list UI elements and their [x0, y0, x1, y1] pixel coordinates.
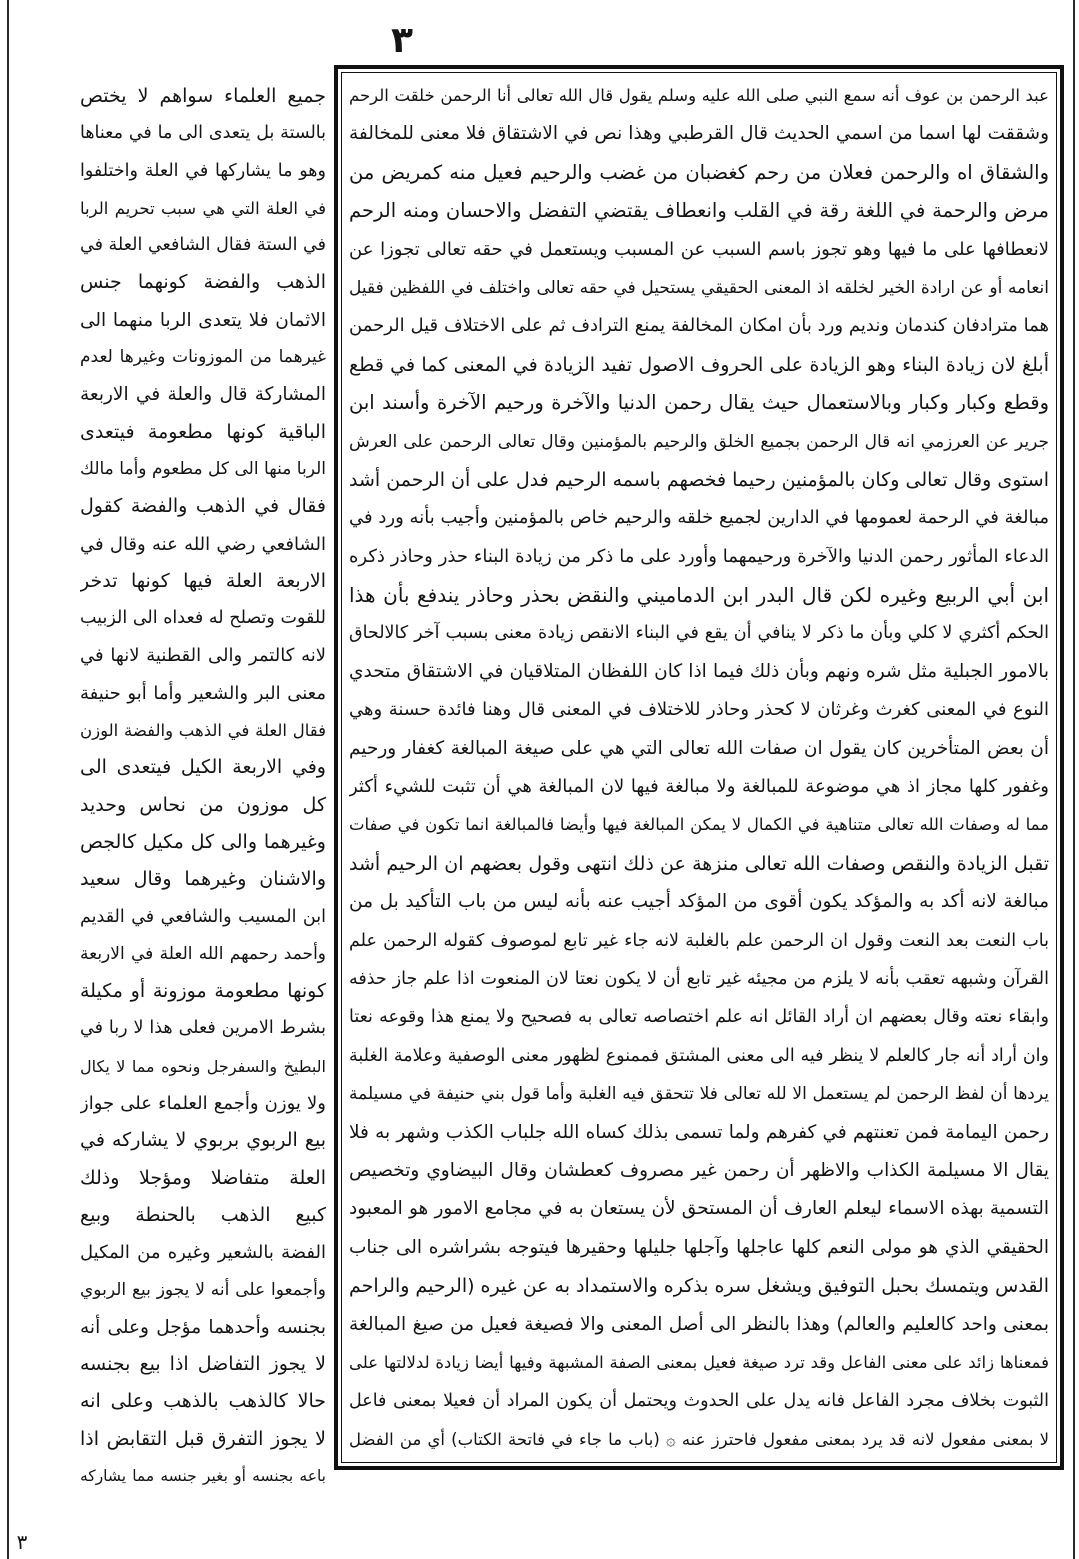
main-text-line: الحقيقي الذي هو مولى النعم كلها عاجلها وآجلها جليلها وحقيرها فيتوجه بشراشره الى جناب	[349, 1236, 1049, 1258]
margin-text-line: حالا كالذهب بالذهب وعلى انه	[80, 1390, 326, 1413]
main-text-line: والشقاق اه والرحمن فعلان من رحم كغضبان من غضب والرحيم فعيل منه كمريض من	[349, 160, 1049, 184]
margin-text-line: كبيع الذهب بالحنطة وبيع	[80, 1203, 326, 1226]
main-text-line: مبالغة في الرحمة لعمومها في الدارين لجميع خلقه والرحيم خاص بالمؤمنين وأجيب بأنه ورد في	[349, 507, 1049, 529]
main-text-line: رحمن اليمامة فمن تعنتهم في كفرهم ولما تسمى بذلك كساه الله جلباب الكذب وشهر به فلا	[349, 1121, 1049, 1143]
margin-text-line: الاربعة العلة فيها كونها تدخر	[80, 569, 326, 592]
margin-text-line: كل موزون من نحاس وحديد	[80, 793, 326, 816]
margin-text-line: معنى البر والشعير وأما أبو حنيفة	[80, 682, 326, 704]
main-text-line: وقطع وكبار وكبار وبالاستعمال حيث يقال رحمن الدنيا والآخرة ورحيم الآخرة وأسند ابن	[349, 391, 1049, 415]
main-text-line: القدس ويتمسك بحبل التوفيق ويشغل سره بذكره والاستمداد به عن غيره (الرحيم والراحم	[349, 1275, 1049, 1298]
main-text-line: النوع في المعنى كغرث وغرثان لا كحذر وحاذر للاختلاف في المعنى قال وهنا فائدة حسنة وهي	[349, 699, 1049, 721]
main-text-line: يقال الا مسيلمة الكذاب والاظهر أن رحمن غير مصروف كعطشان وقال البيضاوي وتخصيص	[349, 1159, 1049, 1181]
margin-text-line: وأجمعوا على أنه لا يجوز بيع الربوي	[80, 1279, 326, 1300]
margin-text-line: في العلة التي هي سبب تحريم الربا	[80, 198, 326, 218]
main-text-line: التسمية بهذه الاسماء ليعلم العارف أن المستحق لأن يستعان به في مجامع الامور هو المعبود	[349, 1198, 1049, 1220]
margin-commentary-column	[80, 78, 326, 1495]
margin-text-line: ولا يوزن وأجمع العلماء على جواز	[80, 1093, 326, 1115]
main-text-line: فمعناها زائد على معنى الفاعل وقد ترد صيغة فعيل بمعنى الصفة المشبهة وفيها أيضا زيادة لدلالتها على	[349, 1352, 1049, 1372]
margin-text-line: الربا منها الى كل مطعوم وأما مالك	[80, 458, 326, 479]
left-page-rule	[7, 0, 9, 1559]
main-text-frame	[334, 65, 1064, 1470]
main-text-line: لانعطافها على ما فيها وهو تجوز باسم السبب عن المسبب ويستعمل في حقه تعالى تجوزا عن	[349, 238, 1049, 260]
main-text-line: الحكم أكثري لا كلي وبأن ما ذكر لا ينافي أن يقع في البناء الانقص زيادة معنى بسبب آخر كالالحاق	[349, 623, 1049, 644]
margin-text-line: والاشنان وغيرهما وقال سعيد	[80, 868, 326, 891]
main-text-line: استوى وقال تعالى وكان بالمؤمنين رحيما فخصهم باسمه الرحيم فدل على أن الرحمن أشد	[349, 468, 1049, 491]
main-text-line: وان أراد أنه جار كالعلم لا ينظر فيه الى معنى المشتق فممنوع لظهور معنى الوصفية وعلامة الغلبة	[349, 1045, 1049, 1066]
margin-text-line: وأحمد رحمهم الله العلة في الاربعة	[80, 943, 326, 964]
main-text-line: مبالغة لانه أكد به والمؤكد يكون أقوى من المؤكد أجيب عنه بأنه ليس من باب التأكيد بل من	[349, 891, 1049, 913]
main-text-line: وشققت لها اسما من اسمي الحديث قال القرطبي وهذا نص في الاشتقاق فلا معنى للمخالفة	[349, 123, 1049, 145]
margin-text-line: وفي الاربعة الكيل فيتعدى الى	[80, 756, 326, 779]
margin-text-line: الاثمان فلا يتعدى الربا منهما الى	[80, 309, 326, 331]
margin-text-line: لا يجوز التفاضل اذا بيع بجنسه	[80, 1353, 326, 1376]
margin-text-line: فقال العلة في الذهب والفضة الوزن	[80, 721, 326, 741]
main-text-line: بالامور الجبلية مثل شره ونهم وبأن ذلك فيما اذا كان اللفظان المتلاقيان في الاشتقاق متحدي	[349, 660, 1049, 682]
page-number: ٣	[391, 20, 413, 61]
margin-text-line: المشاركة قال والعلة في الاربعة	[80, 384, 326, 406]
margin-text-line: الباقية كونها مطعومة فيتعدى	[80, 420, 326, 443]
main-text-line: انعامه أو عن ارادة الخير لخلقه اذ المعنى الحقيقي يستحيل في حقه تعالى واختلف في اللفظين فقيل	[349, 277, 1049, 298]
margin-text-line: غيرهما من الموزونات وغيرها لعدم	[80, 347, 326, 368]
margin-text-line: الفضة بالشعير وغيره من المكيل	[80, 1242, 326, 1264]
margin-text-line: ابن المسيب والشافعي في القديم	[80, 906, 326, 927]
main-text-line: أبلغ لان زيادة البناء وهو الزيادة على الحروف الاصول تفيد الزيادة في المعنى كما في قطع	[349, 353, 1049, 376]
margin-text-line: للقوت وتصلح له فعداه الى الزبيب	[80, 608, 326, 629]
main-text-body	[349, 77, 1049, 1459]
main-text-line: مرض والرحمة في اللغة رقة في القلب وانعطاف يقتضي التفضل والاحسان ومنه الرحم	[349, 199, 1049, 223]
margin-text-line: جميع العلماء سواهم لا يختص	[80, 85, 326, 107]
main-text-line: وابقاء نعته وقال بعضهم ان أراد القائل انه علم اختصاصه تعالى به فصحيح ولا يمنع هذا وقوعه نعتا	[349, 1007, 1049, 1028]
main-text-line: ابن أبي الربيع وغيره لكن قال البدر ابن الدماميني والنقض بحذر وحاذر يندفع بأن هذا	[349, 583, 1049, 608]
main-text-line: القرآن وشبهه تعقب بأنه لا يلزم من مجيئه غير تابع أن لا يكون نعتا لان المنعوت اذا علم جاز حذفه	[349, 968, 1049, 989]
margin-text-line: وهو ما يشاركها في العلة واختلفوا	[80, 160, 326, 181]
margin-text-line: لا يجوز التفرق قبل التقابض اذا	[80, 1427, 326, 1450]
margin-text-line: باعه بجنسه أو بغير جنسه مما يشاركه	[80, 1466, 326, 1485]
margin-text-line: الشافعي رضي الله عنه وقال في	[80, 533, 326, 555]
main-text-line: لا بمعنى مفعول لانه قد يرد بمعنى مفعول فاحترز عنه ۞ (باب ما جاء في فاتحة الكتاب) أي من الفضل	[349, 1429, 1049, 1449]
main-text-line: بمعنى واحد كالعليم والعالم) وهذا بالنظر الى أصل المعنى والا فصيغة فعيل من صيغ المبالغة	[349, 1313, 1049, 1335]
main-text-line: جرير عن العرزمي انه قال الرحمن بجميع الخلق والرحيم بالمؤمنين وقال تعالى الرحمن على العرش	[349, 431, 1049, 452]
main-text-line: وغفور كلها مجاز اذ هي موضوعة للمبالغة ولا مبالغة فيها لان المبالغة هي أن تثبت للشيء أكثر	[349, 776, 1049, 798]
right-page-rule	[1073, 0, 1075, 1559]
main-text-line: مما له وصفات الله تعالى متناهية في الكمال لا يمكن المبالغة فيها وأيضا فالمبالغة انما تكون في صفات	[349, 815, 1049, 835]
margin-text-line: بيع الربوي بربوي لا يشاركه في	[80, 1129, 326, 1152]
margin-text-line: الذهب والفضة كونهما جنس	[80, 271, 326, 294]
margin-text-line: لانه كالتمر والى القطنية لانها في	[80, 645, 326, 667]
main-text-line: باب النعت بعد النعت وقول ان الرحمن علم بالغلبة لانه جاء غير تابع لموصوف كقوله الرحمن علم	[349, 930, 1049, 951]
margin-text-line: فقال في الذهب والفضة كقول	[80, 495, 326, 518]
margin-text-line: البطيخ والسفرجل ونحوه مما لا يكال	[80, 1056, 326, 1076]
margin-text-line: في الستة فقال الشافعي العلة في	[80, 235, 326, 256]
main-text-line: تقبل الزيادة والنقص وصفات الله تعالى منزهة عن ذلك انتهى وقول بعضهم ان الرحيم أشد	[349, 852, 1049, 875]
margin-text-line: كونها مطعومة موزونة أو مكيلة	[80, 980, 326, 1003]
main-text-line: يردها أن لفظ الرحمن لم يستعمل الا لله تعالى فلا تتحقق فيه الغلبة وأما قول بني حنيفة في مسيلمة	[349, 1084, 1049, 1105]
corner-page-mark: ٣	[16, 1530, 28, 1554]
margin-text-line: بالستة بل يتعدى الى ما في معناها	[80, 123, 326, 144]
main-text-line: الدعاء المأثور رحمن الدنيا والآخرة ورحيمهما وأورد على ما ذكر من زيادة البناء حذر وحاذر ذكره	[349, 545, 1049, 567]
main-text-line: الثبوت بخلاف مجرد الفاعل فانه يدل على الحدوث ويحتمل أن يكون المراد أن فعيلا بمعنى فاعل	[349, 1391, 1049, 1412]
main-text-line: أن بعض المتأخرين كان يقول ان صفات الله تعالى التي هي على صيغة المبالغة كغفار ورحيم	[349, 737, 1049, 759]
main-text-line: هما مترادفان كندمان ونديم ورد بأن امكان المخالفة يمنع الترادف ثم على الاختلاف قيل الرحمن	[349, 315, 1049, 337]
main-text-line: عبد الرحمن بن عوف أنه سمع النبي صلى الله عليه وسلم يقول قال الله تعالى أنا الرحمن خلقت الرحم	[349, 86, 1049, 105]
margin-text-line: العلة متفاضلا ومؤجلا وذلك	[80, 1166, 326, 1189]
margin-text-line: بجنسه وأحدهما مؤجل وعلى أنه	[80, 1316, 326, 1338]
margin-text-line: بشرط الامرين فعلى هذا لا ربا في	[80, 1018, 326, 1039]
margin-text-line: وغيرهما والى كل مكيل كالجص	[80, 830, 326, 853]
